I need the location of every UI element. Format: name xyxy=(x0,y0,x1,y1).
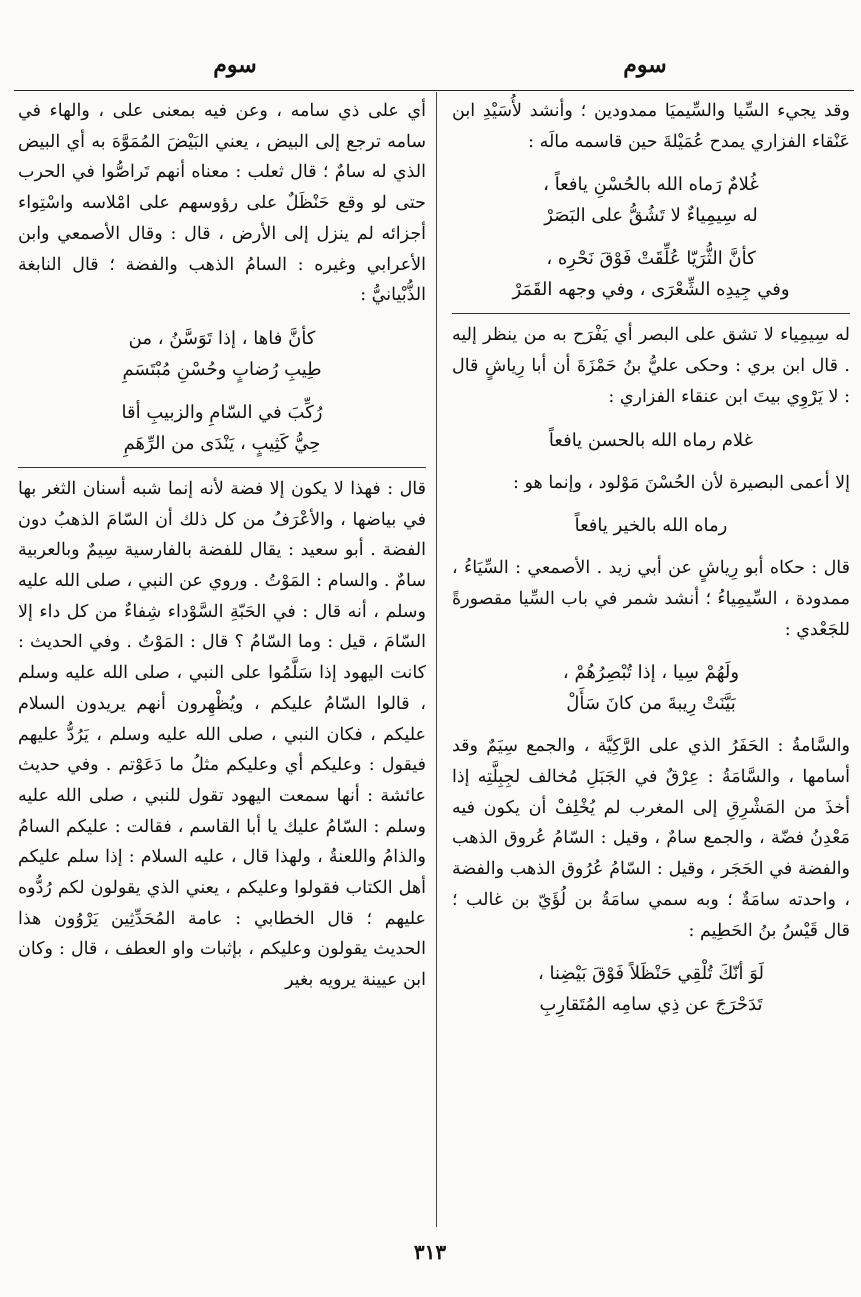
right-column xyxy=(452,96,850,1020)
verse-line: رُكِّبَ في السّامِ والزبيبِ أقا xyxy=(121,401,323,423)
section-rule xyxy=(452,313,850,314)
right-paragraph-4: قال : حكاه أبو رِياشٍ عن أبي زيد . الأصمعي : السِّيَاءُ ، ممدودة ، السِّيمِياءُ ؛ أنشد شمر في باب السِّيا مقصورةً للجَعْدي : xyxy=(452,558,850,640)
left-paragraph-2: قال : فهذا لا يكون إلا فضة لأنه إنما شبه أسنان الثغر بها في بياضها ، والأعْرَفُ من كل ذلك أن السّامَ الذهبُ دون الفضة . أبو سعيد : يقال للفضة بالفارسية سِيمٌ وبالعربية سامٌ . والسام : المَوْتُ . وروي عن النبي ، صلى الله عليه وسلم ، أنه قال : في الحَبّةِ السَّوْداء شِفاءٌ من كل داء إلا السّامَ ، قيل : وما السّامُ ؟ قال : المَوْتُ . وفي الحديث : كانت اليهود إذا سَلَّمُوا على النبي ، صلى الله عليه وسلم ، قالوا السّامُ عليكم ، ويُظْهِرون أنهم يريدون السلام عليكم ، فكان النبي ، صلى الله عليه وسلم ، يَرُدُّ عليهم فيقول : وعليكم أي وعليكم مثلُ ما دَعَوْتم . وفي حديث عائشة : أنها سمعت اليهود تقول للنبي ، صلى الله عليه وسلم : السّامُ عليك يا أبا القاسم ، فقالت : عليكم السامُ والذامُ واللعنةُ ، ولهذا قال ، عليه السلام : إذا سلم عليكم أهل الكتاب فقولوا وعليكم ، يعني الذي يقولون لكم رُدُّوه عليهم ؛ قال الخطابي : عامة المُحَدِّثِين يَرْوُون هذا الحديث يقولون وعليكم ، بإثبات واو العطف ، قال : وكان ابن عيينة يرويه بغير xyxy=(18,478,426,991)
verse-line: ولَهُمْ سِيا ، إذا تُبْصِرُهُمْ ، xyxy=(562,662,740,684)
header-rule xyxy=(14,90,854,91)
right-paragraph-2: له سِيمِياء لا تشق على البصر أي يَفْرَح به من ينظر إليه . قال ابن بري : وحكى عليُّ بنُ حَمْزَةَ أن أبا رِياشٍ قال : لا يَرْوِي بيتَ ابن عنقاء الفزاري : xyxy=(452,325,850,407)
verse-line: غُلامٌ رَماه الله بالحُسْنِ يافعاً ، xyxy=(543,174,759,196)
right-paragraph-3: إلا أعمى البصيرة لأن الحُسْنَ مَوْلود ، وإنما هو : xyxy=(513,472,850,493)
header-left-title: سوم xyxy=(213,52,257,78)
right-verse-4 xyxy=(452,657,850,719)
left-paragraph-1: أي على ذي سامه ، وعن فيه بمعنى على ، والهاء في سامه ترجع إلى البيض ، يعني البَيْضَ المُمَوَّهَ به أي البيض الذي له سامٌ ؛ قال ثعلب : معناه أنهم تَراصُّوا في الحرب حتى لو وقع حَنْظَلٌ على رؤوسهم على امْلاسه واسْتِواء أجزائه لم ينزل إلى الأرض ، قال : وقال الأصمعي وابن الأعرابي وغيره : السامُ الذهب والفضة ؛ قال النابغة الذُّبْيانيُّ : xyxy=(18,101,426,306)
verse-line: طِيبِ رُضابٍ وحُسْنِ مُبْتَسَمِ xyxy=(122,358,322,380)
verse-line: له سِيمِياءٌ لا تَشُقُّ على البَصَرْ xyxy=(544,205,758,227)
right-verse-5 xyxy=(452,958,850,1020)
verse-line: لَوَ أنّكَ تُلْقِي حَنْظَلاً فَوْقَ بَيْضِنا ، xyxy=(537,963,765,985)
left-column xyxy=(18,96,426,996)
column-divider xyxy=(436,92,437,1227)
verse-line: كأنَّ الثُّرَيّا عُلِّقَتْ فَوْقَ نَحْرِه ، xyxy=(546,248,756,270)
header-right-title: سوم xyxy=(623,52,667,78)
section-rule xyxy=(18,467,426,468)
right-verse-2: غلام رماه الله بالحسن يافعاً xyxy=(548,429,754,451)
verse-line: بَيَّنَتْ رِيبةَ من كانَ سَأَلْ xyxy=(566,693,736,715)
right-verse-1 xyxy=(452,169,850,305)
verse-line: كأنَّ فاها ، إذا تَوَسَّنُ ، من xyxy=(128,327,316,349)
verse-line: حِيُّ كَثِيبٍ ، يَنْدَى من الرِّهَمِ xyxy=(123,432,321,454)
right-verse-3: رماه الله بالخير يافعاً xyxy=(574,515,728,537)
verse-line: وفي جِيدِه الشِّعْرَى ، وفي وجهه القَمَرْ xyxy=(512,279,790,301)
right-paragraph-5: والسَّامةُ : الحَفَرُ الذي على الرَّكِيَّة ، والجمع سِيَمٌ وقد أسامها ، والسَّامَةُ : عِرْقٌ في الجَبَلِ مُخالف لجِبِلَّتِه إذا أخذَ من المَشْرِقِ إلى المغرب لم يُخْلِفْ أن يكون فيه مَعْدِنُ فضّة ، والجمع سامٌ ، وقيل : السّامُ عُروق الذهب والفضة في الحَجَر ، وقيل : السّامُ عُرُوق الذهب والفضة ، واحدته سامَةٌ ؛ وبه سمي سامَةُ بن لُؤَيّ بن غالب ؛ قال قَيْسُ بنُ الحَطِيم : xyxy=(452,736,850,941)
page-number: ٣١٣ xyxy=(413,1240,447,1264)
left-verse-1 xyxy=(18,323,426,459)
right-paragraph-1: وقد يجيء السِّيا والسِّيميَا ممدودين ؛ وأنشد لأُسَيْدِ ابن عَنْقاء الفزاري يمدح عُمَيْلةَ حين قاسمه مالَه : xyxy=(452,101,850,152)
verse-line: تَدَحْرَجَ عن ذِي سامِه المُتَقارِبِ xyxy=(539,994,763,1016)
